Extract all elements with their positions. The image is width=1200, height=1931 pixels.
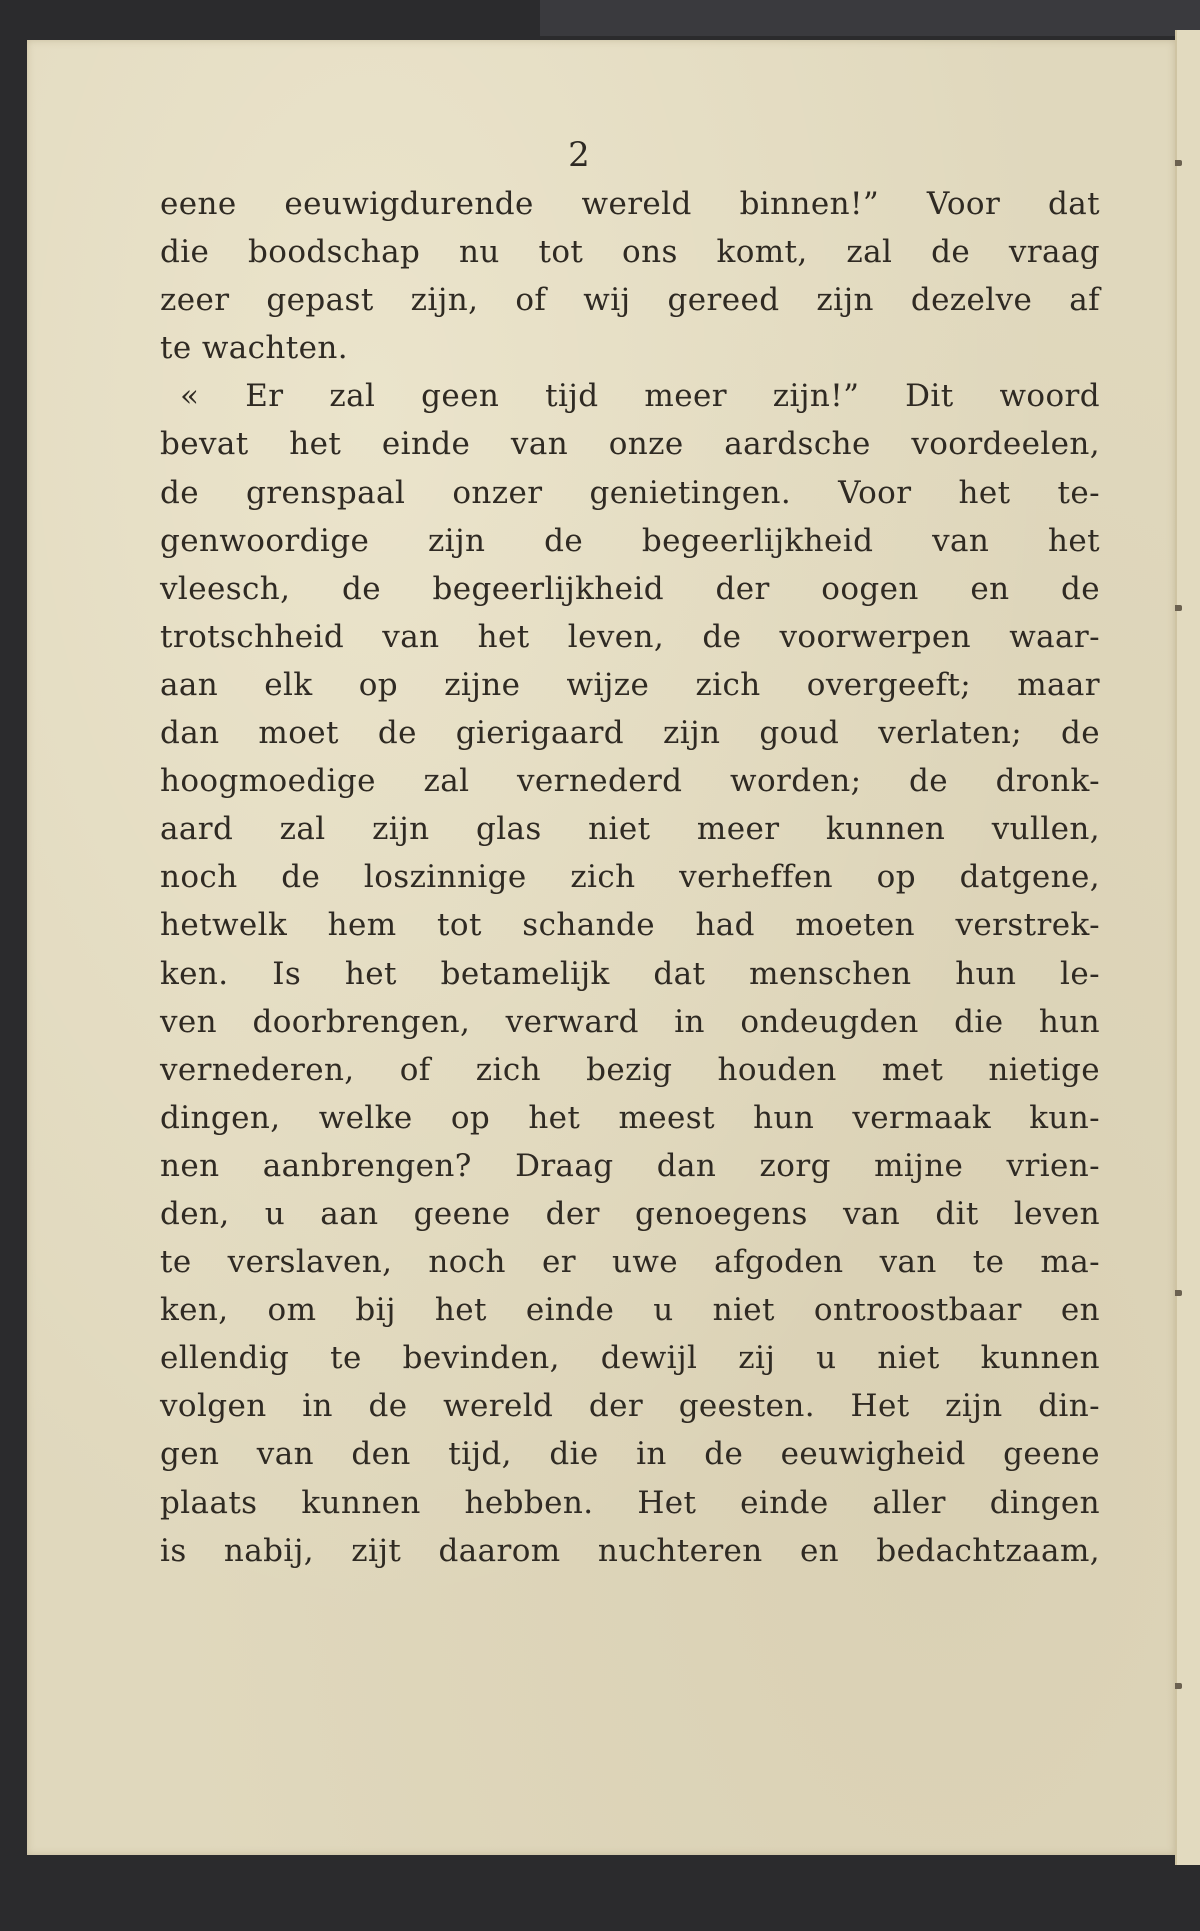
text-line: ken. Is het betamelijk dat menschen hun le- (160, 955, 1100, 992)
text-line: trotschheid van het leven, de voorwerpen waar- (160, 618, 1100, 655)
text-line: hoogmoedige zal vernederd worden; de dronk- (160, 763, 1100, 800)
text-line: aard zal zijn glas niet meer kunnen vullen, (160, 811, 1100, 848)
text-line: gen van den tijd, die in de eeuwigheid geene (160, 1436, 1100, 1473)
text-line: is nabij, zijt daarom nuchteren en bedachtzaam, (160, 1532, 1100, 1569)
text-line: noch de loszinnige zich verheffen op datgene, (160, 859, 1100, 896)
text-line: ellendig te bevinden, dewijl zij u niet kunnen (160, 1340, 1100, 1377)
text-line: vleesch, de begeerlijkheid der oogen en de (160, 570, 1100, 607)
text-line: vernederen, of zich bezig houden met nietige (160, 1051, 1100, 1088)
text-line: hetwelk hem tot schande had moeten verstrek- (160, 907, 1100, 944)
text-line: die boodschap nu tot ons komt, zal de vraag (160, 234, 1100, 271)
body-text (160, 180, 1100, 1575)
text-line: nen aanbrengen? Draag dan zorg mijne vrien- (160, 1147, 1100, 1184)
text-line: aan elk op zijne wijze zich overgeeft; maar (160, 666, 1100, 703)
text-line: ken, om bij het einde u niet ontroostbaar en (160, 1292, 1100, 1329)
text-line: dingen, welke op het meest hun vermaak kun- (160, 1099, 1100, 1136)
text-line: plaats kunnen hebben. Het einde aller dingen (160, 1484, 1100, 1521)
text-line: zeer gepast zijn, of wij gereed zijn dezelve af (160, 282, 1100, 319)
text-line: den, u aan geene der genoegens van dit leven (160, 1195, 1100, 1232)
text-line: genwoordige zijn de begeerlijkheid van het (160, 522, 1100, 559)
text-line: volgen in de wereld der geesten. Het zijn din- (160, 1388, 1100, 1425)
text-line: eene eeuwigdurende wereld binnen!” Voor dat (160, 186, 1100, 222)
adjacent-page-edge (1175, 30, 1200, 1865)
text-line: te wachten. (160, 330, 349, 367)
text-line: te verslaven, noch er uwe afgoden van te ma- (160, 1244, 1100, 1281)
scan-background-strip (540, 0, 1200, 36)
text-line: bevat het einde van onze aardsche voordeelen, (160, 426, 1100, 463)
text-line: dan moet de gierigaard zijn goud verlaten; de (160, 715, 1100, 752)
text-line: de grenspaal onzer genietingen. Voor het te- (160, 474, 1100, 511)
text-line: « Er zal geen tijd meer zijn!” Dit woord (180, 378, 1100, 415)
text-line: ven doorbrengen, verward in ondeugden die hun (160, 1003, 1100, 1040)
page-number: 2 (568, 135, 590, 175)
